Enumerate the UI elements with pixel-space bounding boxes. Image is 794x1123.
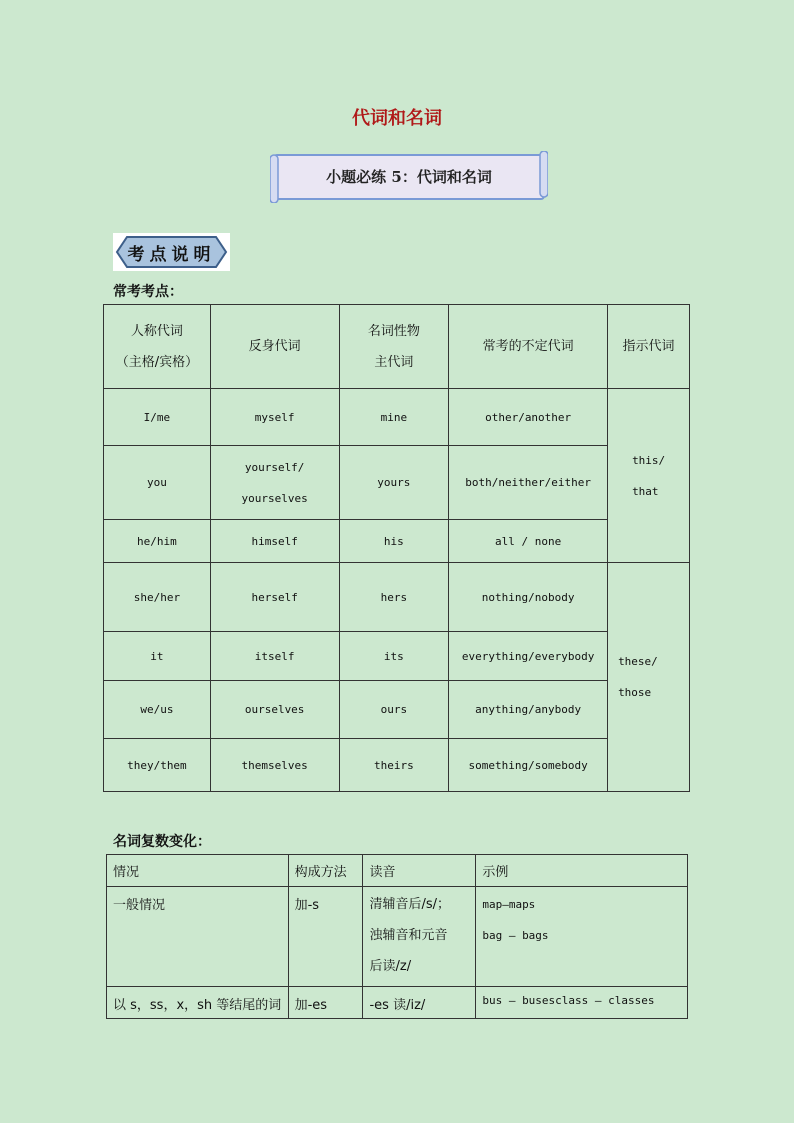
table-row [104,632,690,681]
cell: yours [339,446,449,520]
table-row [104,389,690,446]
table-row [104,563,690,632]
header-sound: 读音 [363,855,476,887]
cell: it [104,632,211,681]
header-demonstrative: 指示代词 [608,305,690,389]
cell: itself [210,632,339,681]
cell-example: map—maps bag — bags [476,887,688,987]
table-row [104,446,690,520]
cell: other/another [449,389,608,446]
header-reflexive: 反身代词 [210,305,339,389]
section-heading-kaodian: 常考考点： [113,284,183,300]
pronoun-table [103,304,690,792]
cell: yourself/ yourselves [210,446,339,520]
cell: both/neither/either [449,446,608,520]
cell: herself [210,563,339,632]
cell: you [104,446,211,520]
cell: she/her [104,563,211,632]
cell: himself [210,520,339,563]
header-possessive: 名词性物 主代词 [339,305,449,389]
cell: something/somebody [449,739,608,792]
table-header-row [104,305,690,389]
cell: anything/anybody [449,681,608,739]
cell-example: bus — busesclass — classes [476,987,688,1019]
table-header-row [107,855,688,887]
section-heading-plural: 名词复数变化： [113,834,211,850]
cell: they/them [104,739,211,792]
plural-table [106,854,688,1019]
cell-sound: 清辅音后/s/； 浊辅音和元音 后读/z/ [363,887,476,987]
cell-case: 以 s，ss，x，sh 等结尾的词 [107,987,289,1019]
table-row [104,681,690,739]
cell: theirs [339,739,449,792]
cell-method: 加-es [288,987,363,1019]
cell: everything/everybody [449,632,608,681]
badge-text: 考点说明 [127,245,216,265]
table-row [107,987,688,1019]
cell: hers [339,563,449,632]
header-case: 情况 [107,855,289,887]
cell-method: 加-s [288,887,363,987]
demonstrative-these-those: these/ those [608,563,690,792]
table-row [104,739,690,792]
cell: nothing/nobody [449,563,608,632]
title-banner [270,151,548,203]
cell-case: 一般情况 [107,887,289,987]
cell: its [339,632,449,681]
cell: I/me [104,389,211,446]
cell: we/us [104,681,211,739]
page-title: 代词和名词 [352,108,442,129]
header-indefinite: 常考的不定代词 [449,305,608,389]
header-method: 构成方法 [288,855,363,887]
cell: ours [339,681,449,739]
cell: his [339,520,449,563]
cell: he/him [104,520,211,563]
cell: all / none [449,520,608,563]
header-example: 示例 [476,855,688,887]
cell: mine [339,389,449,446]
demonstrative-this-that: this/ that [608,389,690,563]
table-row [104,520,690,563]
banner-text: 小题必练 5：代词和名词 [326,168,492,186]
kaodian-badge [113,233,230,271]
header-personal: 人称代词 （主格/宾格） [104,305,211,389]
cell-sound: -es 读/iz/ [363,987,476,1019]
cell: themselves [210,739,339,792]
cell: myself [210,389,339,446]
cell: ourselves [210,681,339,739]
table-row [107,887,688,987]
